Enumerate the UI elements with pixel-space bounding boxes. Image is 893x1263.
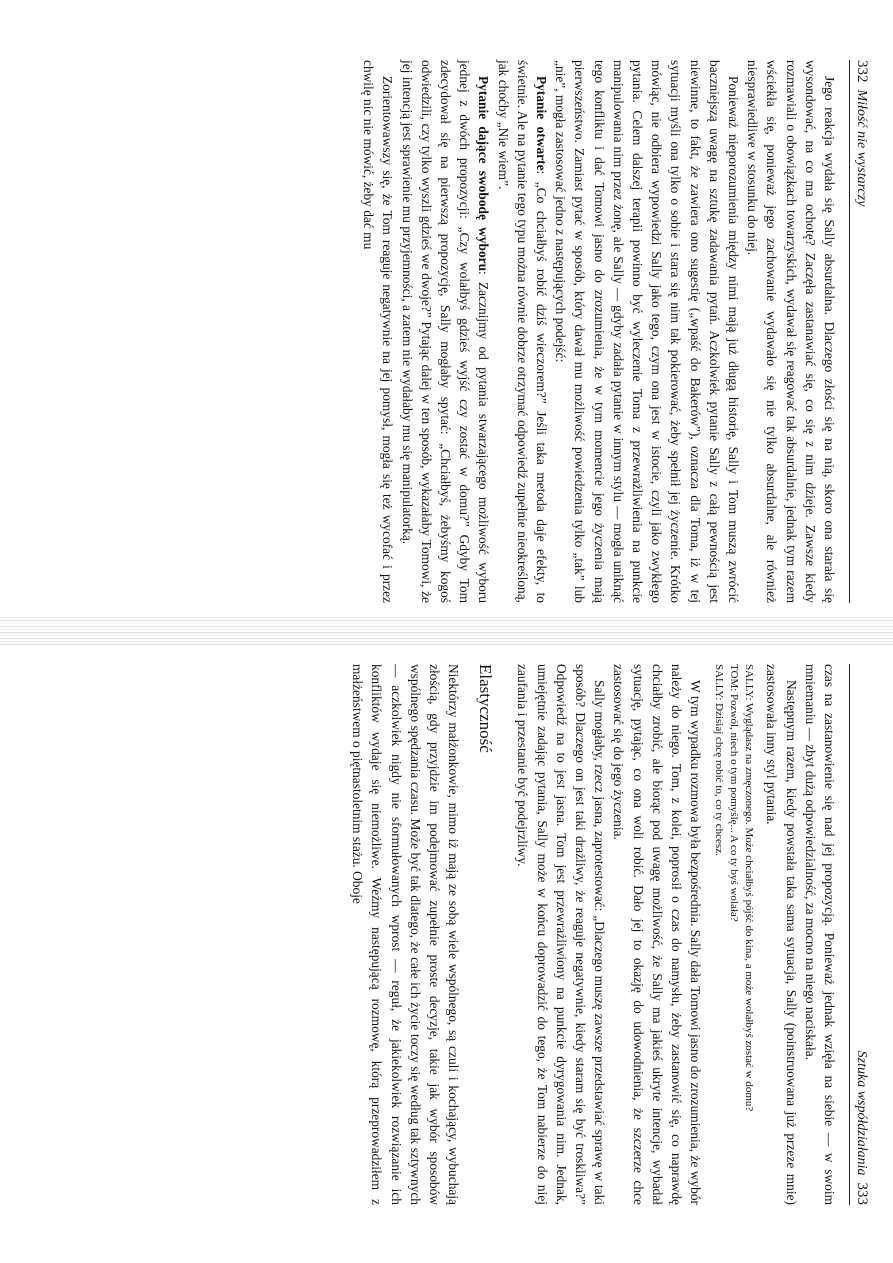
left-running-head: Miłość nie wystarczy — [854, 89, 869, 207]
paragraph: Niektórzy małżonkowie, mimo iż mają ze sobą wiele wspólnego, są czuli i kochający, wybuchają złością, gdy przyjdzie im podejmować zupełnie proste decyzje, takie jak wybór sposobów wspólnego spędzania czasu. Może być tak dlatego, że całe ich życie toczy się według tak sztywnych — aczkolwiek nigdy nie sformułowanych wprost — reguł, że jakiekolwiek rozwiązanie ich konfliktów wydaje się niemożliwe. Weźmy następującą rozmowę, którą przeprowadziłem z małżeństwem o piętnastoletnim stażu. Oboje — [350, 664, 462, 1205]
dialogue-block — [711, 664, 756, 1205]
paragraph: W tym wypadku rozmowa była bezpośrednia. Sally dała Tomowi jasno do zrozumienia, że wybór należy do niego. Tom, z kolei, poprosił o czas do namysłu, żeby zastanowić się, co naprawdę chciałby zrobić, ale biorąc pod uwagę możliwość, że Sally ma jakieś ukryte intencje, wybadał sytuację, pytając, co ona woli robić. Dało jej to okazję do udowodnienia, że szczerze chce zastosować się do jego życzenia. — [611, 664, 704, 1205]
left-page-number: 332 — [854, 60, 870, 83]
term-choice-question: Pytanie dające swobodę wyboru — [476, 76, 492, 272]
paragraph-choice-question: Pytanie dające swobodę wyboru: Zacznijmy od pytania stwarzającego możliwość wyboru jednej z dwóch propozycji: „Czy wolałbyś gdzieś wyjść czy zostać w domu?” Gdyby Tom zdecydował się na pierwszą propozycję, Sally mogłaby spytać: „Chciałbyś, żebyśmy kogoś odwiedzili, czy tylko wyszli gdzieś we dwoje?” Pytając dalej w ten sposób, wykazałaby Tomowi, że jej intencją jest sprawienie mu przyjemności, a zatem nie wydałaby mu się manipulatorką. — [399, 60, 492, 603]
section-title: Elastyczność — [476, 664, 496, 753]
paragraph: Ponieważ nieporozumienia między nimi mają już długą historię, Sally i Tom muszą zwrócić baczniejszą uwagę na sztukę zadawania pytań. Aczkolwiek pytanie Sally z całą pewnością jest niewinne, to fakt, że zawiera ono sugestię („wpaść do Bakerów”), oznacza dla Toma, iż w tej sytuacji myśli ona tylko o sobie i stara się nim tak pokierować, żeby spełnił jej życzenie. Krótko mówiąc, nie odbiera wypowiedzi Sally jako tego, czym ona jest w istocie, czyli jako zwykłego pytania. Celem dalszej terapii powinno być wyleczenie Toma z przewrażliwienia na punkcie manipulowania nim przez żonę, ale Sally — gdyby zadała pytanie w innym stylu — mogła uniknąć tego konfliktu i dać Tomowi jasno do zrozumienia, że w tym momencie jego życzenia mają pierwszeństwo. Zamiast pytać w sposób, który dawał mu możliwość powiedzenia tylko „tak” lub „nie”, mogła zastosować jedno z następujących podejść: — [553, 60, 741, 603]
right-page-header — [849, 664, 875, 1205]
right-page-number: 333 — [854, 1182, 870, 1205]
book-gutter — [0, 617, 893, 647]
left-page — [18, 60, 875, 615]
paragraph: Następnym razem, kiedy powstała taka sama sytuacja, Sally (poinstruowana już przeze mnie) zastosowała inny styl pytania. — [764, 664, 799, 1205]
paragraph: czas na zastanowienie się nad jej propozycją. Ponieważ jednak wzięła na siebie — w swoim mniemaniu — zbyt dużą odpowiedzialność, za mocno na niego naciskała. — [802, 664, 837, 1205]
right-running-head: Sztuka współdziałania — [854, 1050, 869, 1176]
paragraph: Sally mogłaby, rzecz jasna, zaprotestować: „Dlaczego muszę zawsze przedstawiać sprawę w taki sposób? Dlaczego on jest taki drażliwy, że reaguje negatywnie, kiedy staram się być troskliwa?” Odpowiedź na to jest jasna. Tom jest przewrażliwiony na punkcie dyrygowania nim. Jednak, umiejętnie zadając pytania, Sally może w końcu doprowadzić do tego, że Tom nabierze do niej zaufania i przestanie być podejrzliwy. — [515, 664, 608, 1205]
dialogue-line: SALLY: Wyglądasz na zmęczonego. Może chciałbyś pójść do kina, a może wolałbyś zostać w domu? — [743, 664, 756, 1112]
paragraph: Jego reakcja wydała się Sally absurdalna. Dlaczego złości się na nią, skoro ona starała się wysondować, na co ma ochotę? Zaczęła zastanawiać się, co się z nim dzieje. Zawsze kiedy rozmawiali o obowiązkach towarzyskich, wydawał się reagować tak absurdalnie, jednak tym razem wściekła się, ponieważ jego zachowanie wydawało się nie tylko absurdalne, ale również niesprawiedliwe w stosunku do niej. — [745, 60, 837, 603]
dialogue-line: TOM: Pozwól, niech o tym pomyślę... A co ty byś wolała? — [728, 664, 741, 922]
right-page — [18, 650, 875, 1205]
paragraph-open-question: Pytanie otwarte: „Co chciałbyś robić dziś wieczorem?” Jeśli taka metoda daje efekty, to świetnie. Ale na pytanie tego typu można równie dobrze otrzymać odpowiedź zupełnie nieokreśloną, jak choćby „Nie wiem”. — [495, 60, 549, 603]
dialogue-line: SALLY: Dzisiaj chcę robić to, co ty chcesz. — [713, 664, 726, 856]
term-open-question: Pytanie otwarte — [533, 76, 549, 171]
left-page-header — [849, 60, 875, 603]
paragraph: Zorientowawszy się, że Tom reaguje negatywnie na jej pomysł, mogła się też wycofać i przez chwilę nic nie mówić, żeby dać mu — [361, 60, 396, 603]
